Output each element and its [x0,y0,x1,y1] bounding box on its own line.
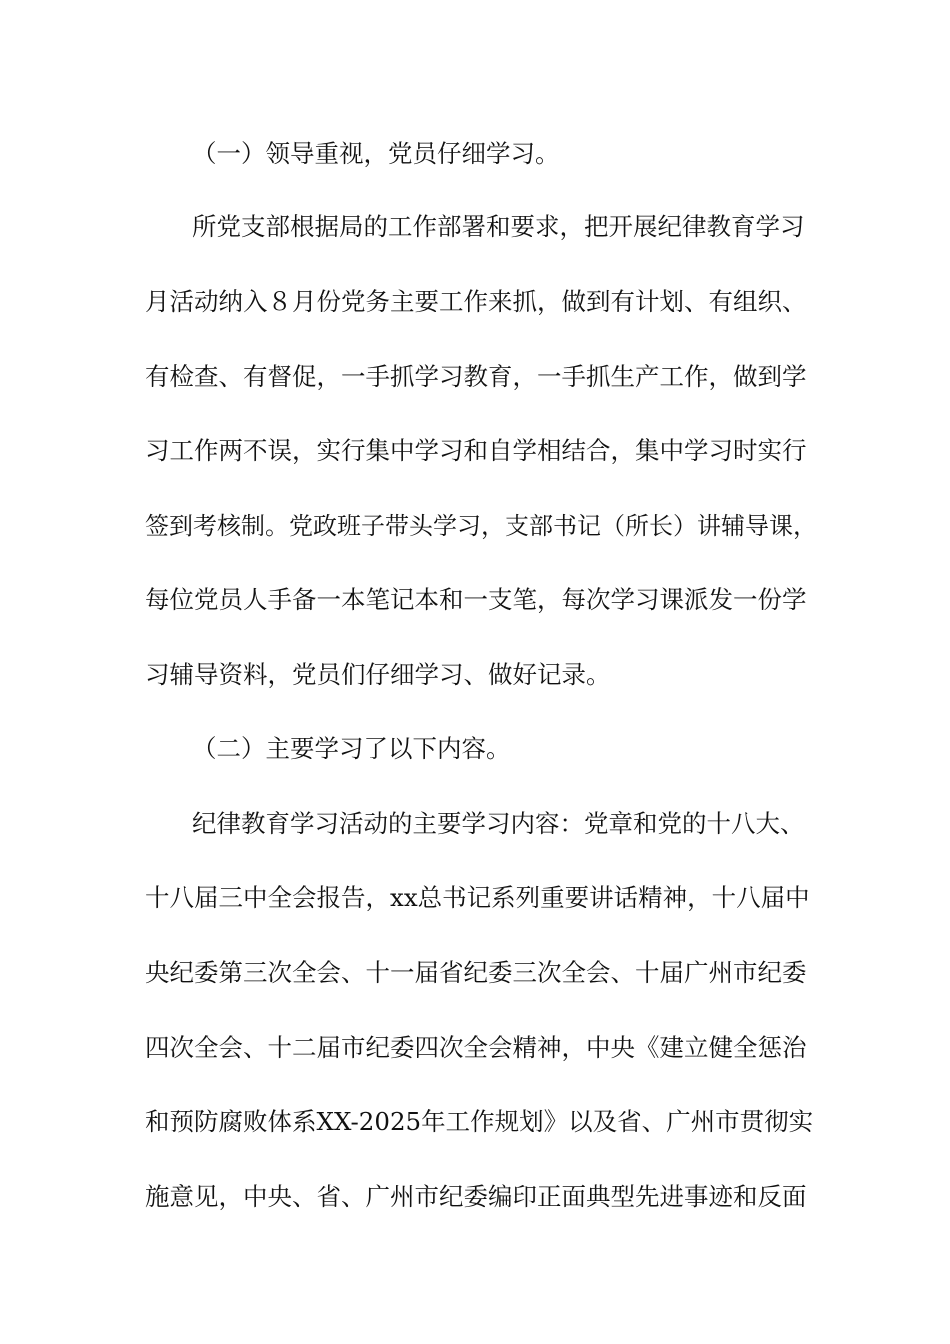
paragraph-line: 和预防腐败体系XX-2025年工作规划》以及省、广州市贯彻实 [145,1107,814,1136]
paragraph-line: 习辅导资料，党员们仔细学习、做好记录。 [145,660,611,689]
paragraph-line: 所党支部根据局的工作部署和要求，把开展纪律教育学习 [192,212,805,241]
paragraph-line: 央纪委第三次全会、十一届省纪委三次全会、十届广州市纪委 [145,958,807,987]
paragraph-line: 签到考核制。党政班子带头学习，支部书记（所长）讲辅导课， [145,512,817,540]
paragraph-line: 施意见，中央、省、广州市纪委编印正面典型先进事迹和反面 [145,1182,807,1211]
paragraph-line: 每位党员人手备一本笔记本和一支笔，每次学习课派发一份学 [145,585,807,614]
paragraph-line: 纪律教育学习活动的主要学习内容：党章和党的十八大、 [192,809,805,838]
section-heading-1: （一）领导重视，党员仔细学习。 [192,139,560,168]
paragraph-line: 十八届三中全会报告，xx总书记系列重要讲话精神，十八届中 [145,883,810,912]
paragraph-line: 月活动纳入８月份党务主要工作来抓，做到有计划、有组织、 [145,287,807,316]
section-heading-2: （二）主要学习了以下内容。 [192,734,511,763]
paragraph-line: 习工作两不误，实行集中学习和自学相结合，集中学习时实行 [145,436,807,465]
paragraph-line: 有检查、有督促，一手抓学习教育，一手抓生产工作，做到学 [145,362,807,391]
paragraph-line: 四次全会、十二届市纪委四次全会精神，中央《建立健全惩治 [145,1033,807,1062]
